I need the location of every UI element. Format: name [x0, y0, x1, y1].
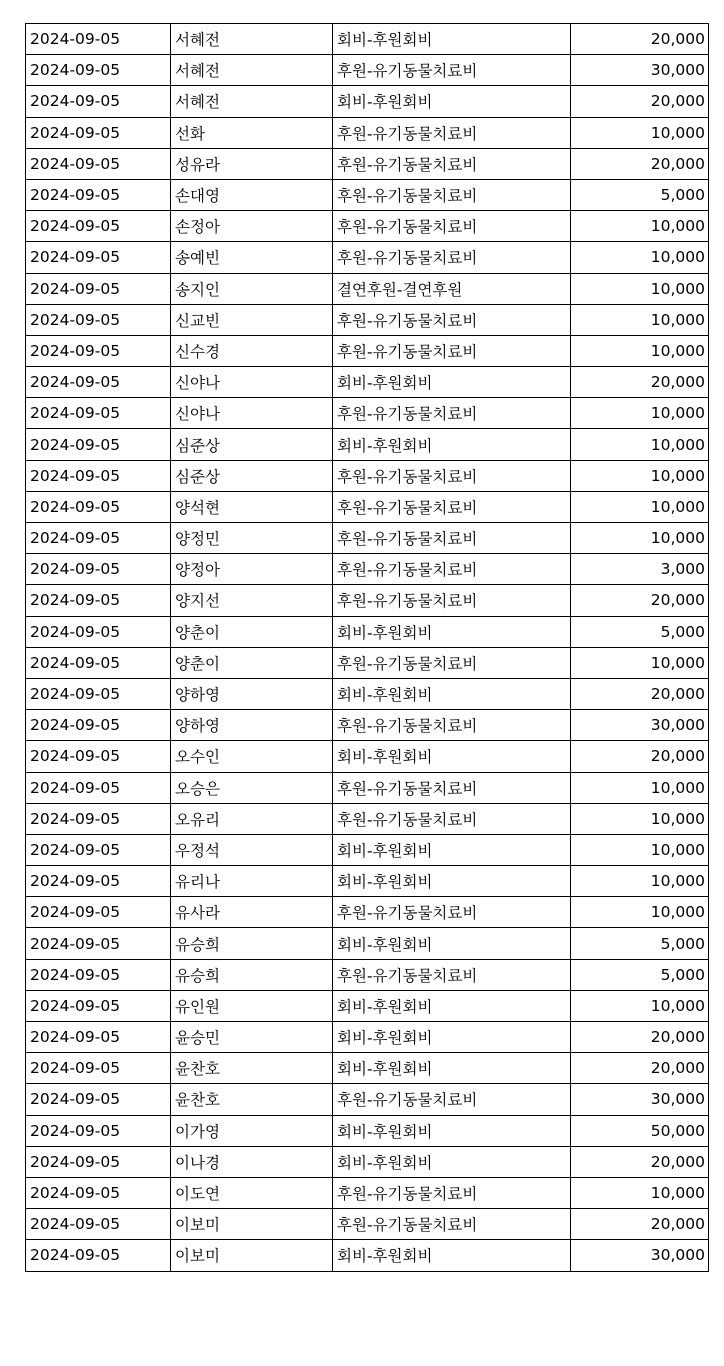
category-cell: 후원-유기동물치료비	[333, 523, 571, 554]
date-cell: 2024-09-05	[26, 24, 171, 55]
donor-name-cell: 신수경	[171, 335, 333, 366]
table-row	[26, 1177, 709, 1208]
amount-cell: 5,000	[571, 179, 709, 210]
table-row	[26, 179, 709, 210]
donor-name-cell: 오유리	[171, 803, 333, 834]
date-cell: 2024-09-05	[26, 897, 171, 928]
date-cell: 2024-09-05	[26, 616, 171, 647]
date-cell: 2024-09-05	[26, 710, 171, 741]
category-cell: 후원-유기동물치료비	[333, 491, 571, 522]
donor-name-cell: 양하영	[171, 710, 333, 741]
donor-name-cell: 오승은	[171, 772, 333, 803]
amount-cell: 10,000	[571, 647, 709, 678]
table-row	[26, 928, 709, 959]
date-cell: 2024-09-05	[26, 678, 171, 709]
category-cell: 후원-유기동물치료비	[333, 55, 571, 86]
amount-cell: 10,000	[571, 990, 709, 1021]
category-cell: 후원-유기동물치료비	[333, 959, 571, 990]
date-cell: 2024-09-05	[26, 1177, 171, 1208]
table-row	[26, 616, 709, 647]
amount-cell: 20,000	[571, 678, 709, 709]
date-cell: 2024-09-05	[26, 273, 171, 304]
category-cell: 회비-후원회비	[333, 678, 571, 709]
date-cell: 2024-09-05	[26, 304, 171, 335]
category-cell: 후원-유기동물치료비	[333, 710, 571, 741]
date-cell: 2024-09-05	[26, 429, 171, 460]
category-cell: 회비-후원회비	[333, 928, 571, 959]
category-cell: 회비-후원회비	[333, 429, 571, 460]
amount-cell: 10,000	[571, 772, 709, 803]
donor-name-cell: 송예빈	[171, 242, 333, 273]
category-cell: 회비-후원회비	[333, 741, 571, 772]
category-cell: 회비-후원회비	[333, 866, 571, 897]
amount-cell: 10,000	[571, 1177, 709, 1208]
category-cell: 후원-유기동물치료비	[333, 335, 571, 366]
date-cell: 2024-09-05	[26, 1240, 171, 1271]
date-cell: 2024-09-05	[26, 1053, 171, 1084]
amount-cell: 10,000	[571, 242, 709, 273]
date-cell: 2024-09-05	[26, 491, 171, 522]
amount-cell: 20,000	[571, 1022, 709, 1053]
table-row	[26, 523, 709, 554]
table-row	[26, 1146, 709, 1177]
category-cell: 후원-유기동물치료비	[333, 211, 571, 242]
donor-name-cell: 이보미	[171, 1209, 333, 1240]
date-cell: 2024-09-05	[26, 148, 171, 179]
donor-name-cell: 양석현	[171, 491, 333, 522]
category-cell: 회비-후원회비	[333, 990, 571, 1021]
table-row	[26, 1209, 709, 1240]
date-cell: 2024-09-05	[26, 834, 171, 865]
table-row	[26, 741, 709, 772]
donor-name-cell: 이도연	[171, 1177, 333, 1208]
donor-name-cell: 손정아	[171, 211, 333, 242]
category-cell: 후원-유기동물치료비	[333, 1209, 571, 1240]
category-cell: 후원-유기동물치료비	[333, 242, 571, 273]
amount-cell: 30,000	[571, 710, 709, 741]
category-cell: 후원-유기동물치료비	[333, 1177, 571, 1208]
donor-name-cell: 유인원	[171, 990, 333, 1021]
table-row	[26, 585, 709, 616]
date-cell: 2024-09-05	[26, 398, 171, 429]
category-cell: 회비-후원회비	[333, 86, 571, 117]
amount-cell: 10,000	[571, 897, 709, 928]
amount-cell: 20,000	[571, 1053, 709, 1084]
donor-name-cell: 신야나	[171, 398, 333, 429]
amount-cell: 5,000	[571, 959, 709, 990]
date-cell: 2024-09-05	[26, 1115, 171, 1146]
amount-cell: 20,000	[571, 148, 709, 179]
amount-cell: 5,000	[571, 616, 709, 647]
category-cell: 후원-유기동물치료비	[333, 148, 571, 179]
table-row	[26, 86, 709, 117]
ledger-body	[26, 24, 709, 1272]
date-cell: 2024-09-05	[26, 55, 171, 86]
donor-name-cell: 양하영	[171, 678, 333, 709]
table-row	[26, 491, 709, 522]
donor-name-cell: 양정민	[171, 523, 333, 554]
table-row	[26, 398, 709, 429]
amount-cell: 20,000	[571, 585, 709, 616]
category-cell: 후원-유기동물치료비	[333, 585, 571, 616]
table-row	[26, 959, 709, 990]
amount-cell: 10,000	[571, 866, 709, 897]
amount-cell: 10,000	[571, 335, 709, 366]
category-cell: 후원-유기동물치료비	[333, 647, 571, 678]
table-row	[26, 304, 709, 335]
table-row	[26, 772, 709, 803]
date-cell: 2024-09-05	[26, 647, 171, 678]
category-cell: 회비-후원회비	[333, 834, 571, 865]
amount-cell: 20,000	[571, 24, 709, 55]
amount-cell: 20,000	[571, 1209, 709, 1240]
date-cell: 2024-09-05	[26, 86, 171, 117]
table-row	[26, 242, 709, 273]
donor-name-cell: 서혜전	[171, 55, 333, 86]
table-row	[26, 710, 709, 741]
category-cell: 후원-유기동물치료비	[333, 460, 571, 491]
amount-cell: 20,000	[571, 741, 709, 772]
donor-name-cell: 윤찬호	[171, 1084, 333, 1115]
donor-name-cell: 심준상	[171, 460, 333, 491]
amount-cell: 10,000	[571, 398, 709, 429]
donor-name-cell: 양지선	[171, 585, 333, 616]
date-cell: 2024-09-05	[26, 179, 171, 210]
amount-cell: 10,000	[571, 429, 709, 460]
donor-name-cell: 유승희	[171, 959, 333, 990]
table-row	[26, 335, 709, 366]
amount-cell: 10,000	[571, 803, 709, 834]
donor-name-cell: 윤찬호	[171, 1053, 333, 1084]
date-cell: 2024-09-05	[26, 866, 171, 897]
category-cell: 회비-후원회비	[333, 616, 571, 647]
category-cell: 회비-후원회비	[333, 1240, 571, 1271]
category-cell: 후원-유기동물치료비	[333, 803, 571, 834]
table-row	[26, 678, 709, 709]
donor-name-cell: 이나경	[171, 1146, 333, 1177]
date-cell: 2024-09-05	[26, 460, 171, 491]
date-cell: 2024-09-05	[26, 741, 171, 772]
amount-cell: 50,000	[571, 1115, 709, 1146]
date-cell: 2024-09-05	[26, 242, 171, 273]
date-cell: 2024-09-05	[26, 1209, 171, 1240]
date-cell: 2024-09-05	[26, 959, 171, 990]
donor-name-cell: 신교빈	[171, 304, 333, 335]
donor-name-cell: 송지인	[171, 273, 333, 304]
table-row	[26, 367, 709, 398]
amount-cell: 10,000	[571, 523, 709, 554]
donor-name-cell: 유승희	[171, 928, 333, 959]
table-row	[26, 55, 709, 86]
category-cell: 회비-후원회비	[333, 1053, 571, 1084]
amount-cell: 10,000	[571, 273, 709, 304]
donor-name-cell: 이보미	[171, 1240, 333, 1271]
category-cell: 후원-유기동물치료비	[333, 179, 571, 210]
date-cell: 2024-09-05	[26, 335, 171, 366]
table-row	[26, 554, 709, 585]
amount-cell: 10,000	[571, 117, 709, 148]
category-cell: 후원-유기동물치료비	[333, 117, 571, 148]
donor-name-cell: 선화	[171, 117, 333, 148]
amount-cell: 10,000	[571, 834, 709, 865]
donor-name-cell: 이가영	[171, 1115, 333, 1146]
date-cell: 2024-09-05	[26, 117, 171, 148]
table-row	[26, 1022, 709, 1053]
date-cell: 2024-09-05	[26, 1022, 171, 1053]
table-row	[26, 990, 709, 1021]
category-cell: 후원-유기동물치료비	[333, 554, 571, 585]
date-cell: 2024-09-05	[26, 211, 171, 242]
donor-name-cell: 손대영	[171, 179, 333, 210]
donor-name-cell: 성유라	[171, 148, 333, 179]
amount-cell: 3,000	[571, 554, 709, 585]
date-cell: 2024-09-05	[26, 990, 171, 1021]
amount-cell: 20,000	[571, 367, 709, 398]
donor-name-cell: 양춘이	[171, 647, 333, 678]
date-cell: 2024-09-05	[26, 367, 171, 398]
table-row	[26, 460, 709, 491]
donor-name-cell: 심준상	[171, 429, 333, 460]
table-row	[26, 647, 709, 678]
table-row	[26, 1240, 709, 1271]
date-cell: 2024-09-05	[26, 803, 171, 834]
amount-cell: 20,000	[571, 1146, 709, 1177]
amount-cell: 10,000	[571, 460, 709, 491]
amount-cell: 10,000	[571, 211, 709, 242]
amount-cell: 30,000	[571, 1084, 709, 1115]
donor-name-cell: 신야나	[171, 367, 333, 398]
category-cell: 회비-후원회비	[333, 367, 571, 398]
amount-cell: 30,000	[571, 55, 709, 86]
donation-ledger-table	[25, 23, 709, 1272]
table-row	[26, 24, 709, 55]
table-row	[26, 1053, 709, 1084]
table-row	[26, 1115, 709, 1146]
table-row	[26, 834, 709, 865]
donor-name-cell: 유리나	[171, 866, 333, 897]
table-row	[26, 148, 709, 179]
donor-name-cell: 양춘이	[171, 616, 333, 647]
table-row	[26, 117, 709, 148]
donor-name-cell: 유사라	[171, 897, 333, 928]
donor-name-cell: 우정석	[171, 834, 333, 865]
donor-name-cell: 윤승민	[171, 1022, 333, 1053]
category-cell: 회비-후원회비	[333, 24, 571, 55]
date-cell: 2024-09-05	[26, 1146, 171, 1177]
donor-name-cell: 오수인	[171, 741, 333, 772]
table-row	[26, 866, 709, 897]
donor-name-cell: 양정아	[171, 554, 333, 585]
table-row	[26, 273, 709, 304]
table-row	[26, 429, 709, 460]
date-cell: 2024-09-05	[26, 523, 171, 554]
date-cell: 2024-09-05	[26, 772, 171, 803]
donor-name-cell: 서혜전	[171, 24, 333, 55]
table-row	[26, 897, 709, 928]
date-cell: 2024-09-05	[26, 928, 171, 959]
date-cell: 2024-09-05	[26, 1084, 171, 1115]
category-cell: 후원-유기동물치료비	[333, 772, 571, 803]
category-cell: 회비-후원회비	[333, 1022, 571, 1053]
amount-cell: 5,000	[571, 928, 709, 959]
date-cell: 2024-09-05	[26, 554, 171, 585]
table-row	[26, 1084, 709, 1115]
category-cell: 후원-유기동물치료비	[333, 304, 571, 335]
amount-cell: 30,000	[571, 1240, 709, 1271]
category-cell: 회비-후원회비	[333, 1146, 571, 1177]
amount-cell: 10,000	[571, 491, 709, 522]
table-row	[26, 803, 709, 834]
donor-name-cell: 서혜전	[171, 86, 333, 117]
category-cell: 결연후원-결연후원	[333, 273, 571, 304]
amount-cell: 10,000	[571, 304, 709, 335]
category-cell: 후원-유기동물치료비	[333, 398, 571, 429]
category-cell: 회비-후원회비	[333, 1115, 571, 1146]
category-cell: 후원-유기동물치료비	[333, 1084, 571, 1115]
date-cell: 2024-09-05	[26, 585, 171, 616]
table-row	[26, 211, 709, 242]
category-cell: 후원-유기동물치료비	[333, 897, 571, 928]
amount-cell: 20,000	[571, 86, 709, 117]
